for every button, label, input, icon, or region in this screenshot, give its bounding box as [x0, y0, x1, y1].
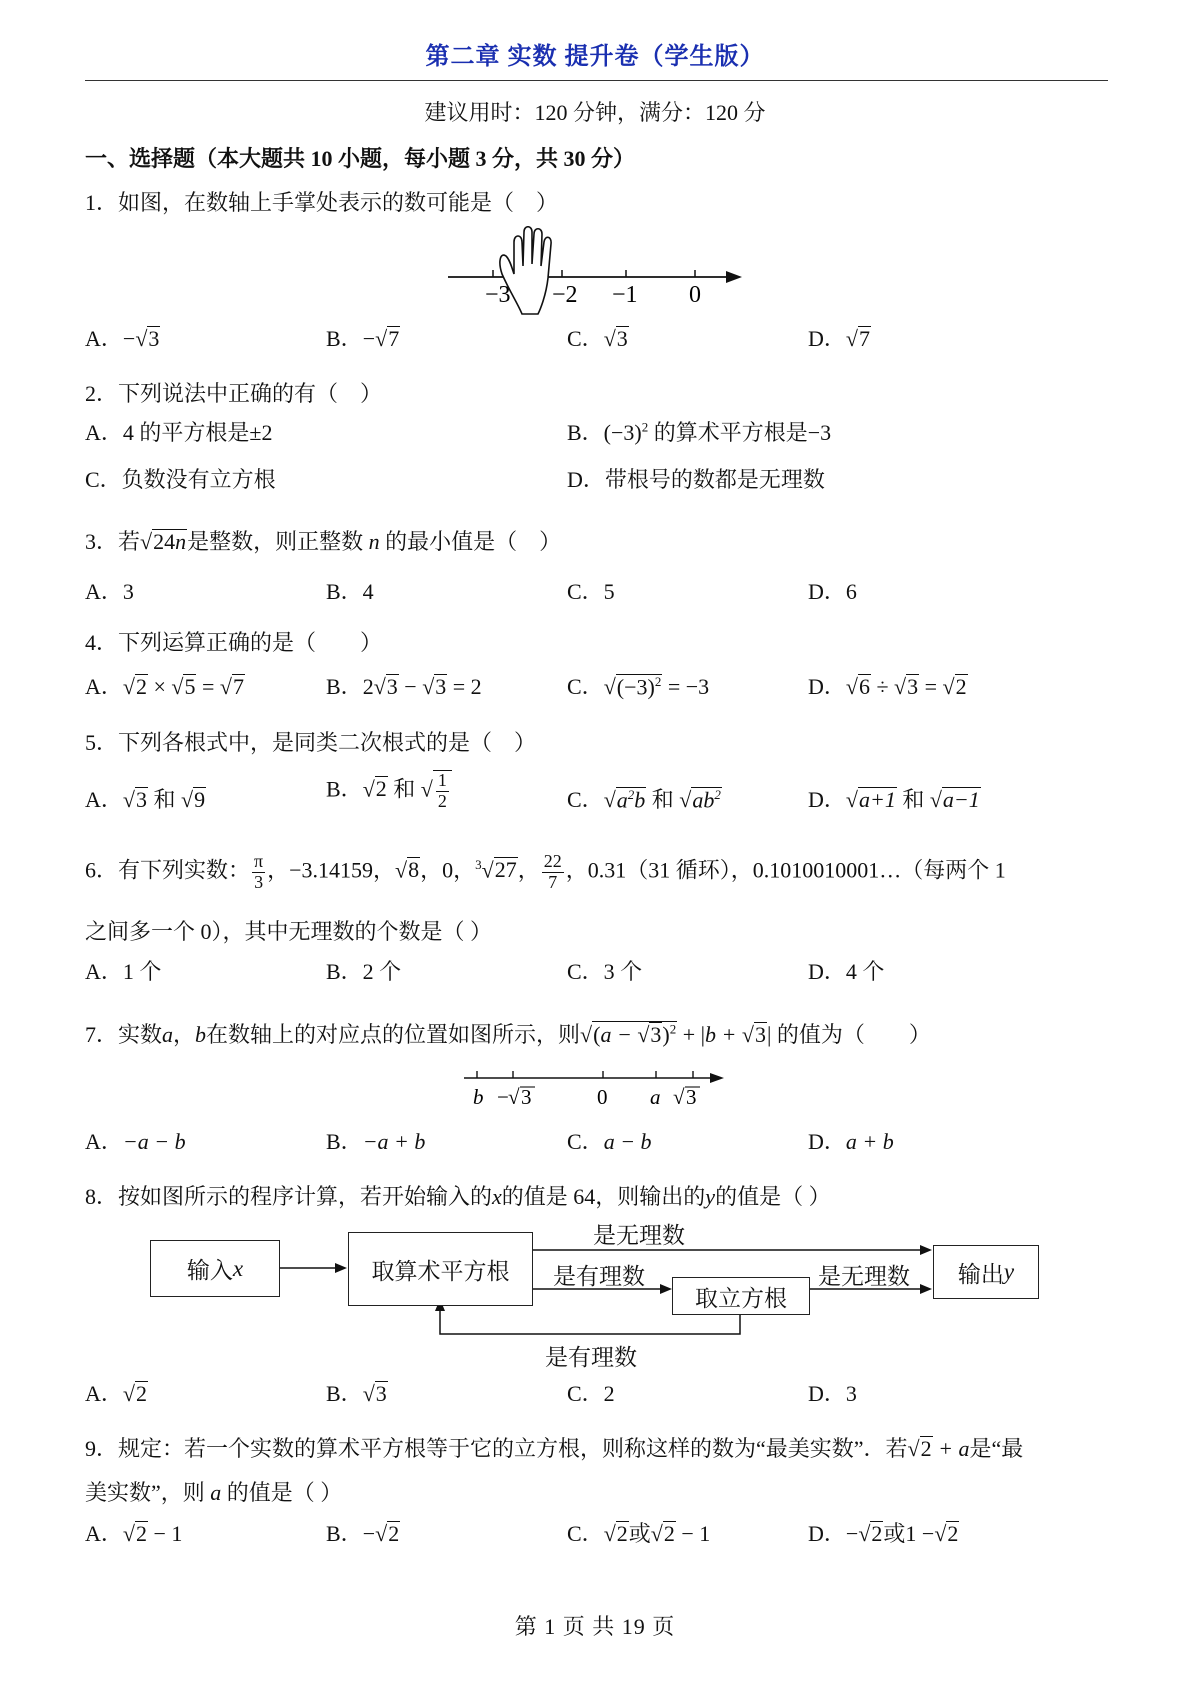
q5-option-a[interactable]: A．√3 和 √9 — [85, 787, 206, 812]
q6-option-d[interactable]: D．4 个 — [808, 959, 885, 984]
q6-option-b[interactable]: B．2 个 — [326, 959, 402, 984]
q7-tick-0: 0 — [597, 1085, 608, 1109]
q1-number-line — [440, 226, 750, 316]
q7-number-line — [460, 1062, 730, 1112]
q8-label-irrational-right: 是无理数 — [818, 1264, 910, 1289]
q8-stem: 8．按如图所示的程序计算，若开始输入的x的值是 64，则输出的y的值是（ ） — [85, 1184, 831, 1209]
q4-option-b[interactable]: B．2√3 − √3 = 2 — [326, 674, 482, 699]
q4-stem: 4．下列运算正确的是（ ） — [85, 630, 383, 655]
q8-option-a[interactable]: A．√2 — [85, 1381, 147, 1406]
q6-stem-line2: 之间多一个 0），其中无理数的个数是（ ） — [85, 919, 493, 944]
page-title: 第二章 实数 提升卷（学生版） — [425, 44, 765, 70]
q3-option-c[interactable]: C．5 — [567, 579, 615, 604]
q3-option-d[interactable]: D．6 — [808, 579, 857, 604]
section-title: 一、选择题（本大题共 10 小题，每小题 3 分，共 30 分） — [85, 146, 636, 171]
q8-option-b[interactable]: B．√3 — [326, 1381, 387, 1406]
q8-option-d[interactable]: D．3 — [808, 1381, 857, 1406]
q4-option-a[interactable]: A．√2 × √5 = √7 — [85, 674, 244, 699]
q6-option-c[interactable]: C．3 个 — [567, 959, 643, 984]
q1-stem: 1．如图，在数轴上手掌处表示的数可能是（ ） — [85, 190, 559, 215]
q1-option-c[interactable]: C．√3 — [567, 326, 628, 351]
q3-option-b[interactable]: B．4 — [326, 579, 374, 604]
q7-tick-root-sign: √ — [508, 1085, 520, 1109]
q8-option-c[interactable]: C．2 — [567, 1381, 615, 1406]
q7-option-d[interactable]: D．a + b — [808, 1129, 894, 1154]
q1-tick-neg3: −3 — [485, 282, 511, 308]
q7-tick-root-sign-2: √ — [673, 1085, 685, 1109]
q7-tick-a: a — [650, 1085, 661, 1109]
q9-stem-line2: 美实数”，则 a 的值是（ ） — [85, 1480, 343, 1505]
header-divider — [85, 80, 1108, 81]
q1-option-b[interactable]: B．−√7 — [326, 326, 400, 351]
q3-option-a[interactable]: A．3 — [85, 579, 134, 604]
page-number: 第 1 页 共 19 页 — [514, 1614, 676, 1639]
q6-option-a[interactable]: A．1 个 — [85, 959, 162, 984]
q7-tick-b: b — [473, 1085, 484, 1109]
q1-tick-neg2: −2 — [552, 282, 578, 308]
q8-label-rational-bottom: 是有理数 — [545, 1345, 637, 1370]
q9-stem-line1: 9．规定：若一个实数的算术平方根等于它的立方根，则称这样的数为“最美实数”．若√2 + a是“最 — [85, 1436, 1024, 1461]
q9-option-c[interactable]: C．√2或√2 − 1 — [567, 1521, 711, 1546]
q5-option-d[interactable]: D．√a+1 和 √a−1 — [808, 787, 980, 812]
q2-stem: 2．下列说法中正确的有（ ） — [85, 381, 383, 406]
q9-option-d[interactable]: D．−√2或1 −√2 — [808, 1521, 959, 1546]
q9-option-a[interactable]: A．√2 − 1 — [85, 1521, 183, 1546]
q5-stem: 5．下列各根式中，是同类二次根式的是（ ） — [85, 730, 537, 755]
q2-option-c[interactable]: C．负数没有立方根 — [85, 467, 276, 492]
q7-stem: 7．实数a，b在数轴上的对应点的位置如图所示，则$√(a - √3)^2 + |b + √3|$ 的值为（ ） — [85, 1021, 931, 1047]
q1-tick-neg1: −1 — [612, 282, 638, 308]
q2-option-a[interactable]: A．4 的平方根是±2 — [85, 420, 273, 445]
q2-option-d[interactable]: D．带根号的数都是无理数 — [567, 467, 825, 492]
q5-option-b[interactable]: B．√2 和 √ $\frac{1}{2}$ — [326, 770, 452, 812]
q1-option-a[interactable]: A．−√3 — [85, 326, 160, 351]
q9-option-b[interactable]: B．−√2 — [326, 1521, 400, 1546]
q8-input-box: 输入 x — [150, 1240, 280, 1297]
q8-label-irrational-top: 是无理数 — [593, 1223, 685, 1248]
q8-label-rational: 是有理数 — [553, 1264, 645, 1289]
time-score-info: 建议用时：120 分钟，满分：120 分 — [424, 100, 766, 125]
q1-option-d[interactable]: D．√7 — [808, 326, 870, 351]
q4-option-d[interactable]: D．√6 ÷ √3 = √2 — [808, 674, 967, 699]
q7-option-a[interactable]: A．−a − b — [85, 1129, 186, 1154]
q3-stem: 3．若√24n是整数，则正整数 n 的最小值是（ ） — [85, 529, 562, 554]
q4-option-c[interactable]: C．$√(-3)^2 = -3$ — [567, 673, 710, 699]
q8-sqrt-box: 取算术平方根 — [348, 1232, 533, 1306]
q1-tick-0: 0 — [689, 282, 701, 308]
q5-option-c[interactable]: C．$√a^2b$ 和 $√ab^2$ — [567, 786, 721, 812]
q7-tick-neg-sign: − — [497, 1085, 509, 1109]
q7-tick-root3: 3 — [686, 1085, 697, 1109]
q8-output-box: 输出 y — [933, 1245, 1039, 1299]
q7-option-c[interactable]: C．a − b — [567, 1129, 652, 1154]
q8-cbrt-box: 取立方根 — [672, 1277, 810, 1315]
q2-option-b[interactable]: B．$(-3)^2$ 的算术平方根是−3 — [567, 419, 832, 445]
q7-option-b[interactable]: B．−a + b — [326, 1129, 426, 1154]
q6-stem-line1: 6．有下列实数： $\frac{\pi}{3}$ ，−3.14159，√8，0，$^3$√27， $\frac{22}{7}$ ，0.31（31 循环），0.1010010001…（每两个 1 — [85, 851, 1006, 892]
q7-tick-neg-root3: 3 — [521, 1085, 532, 1109]
